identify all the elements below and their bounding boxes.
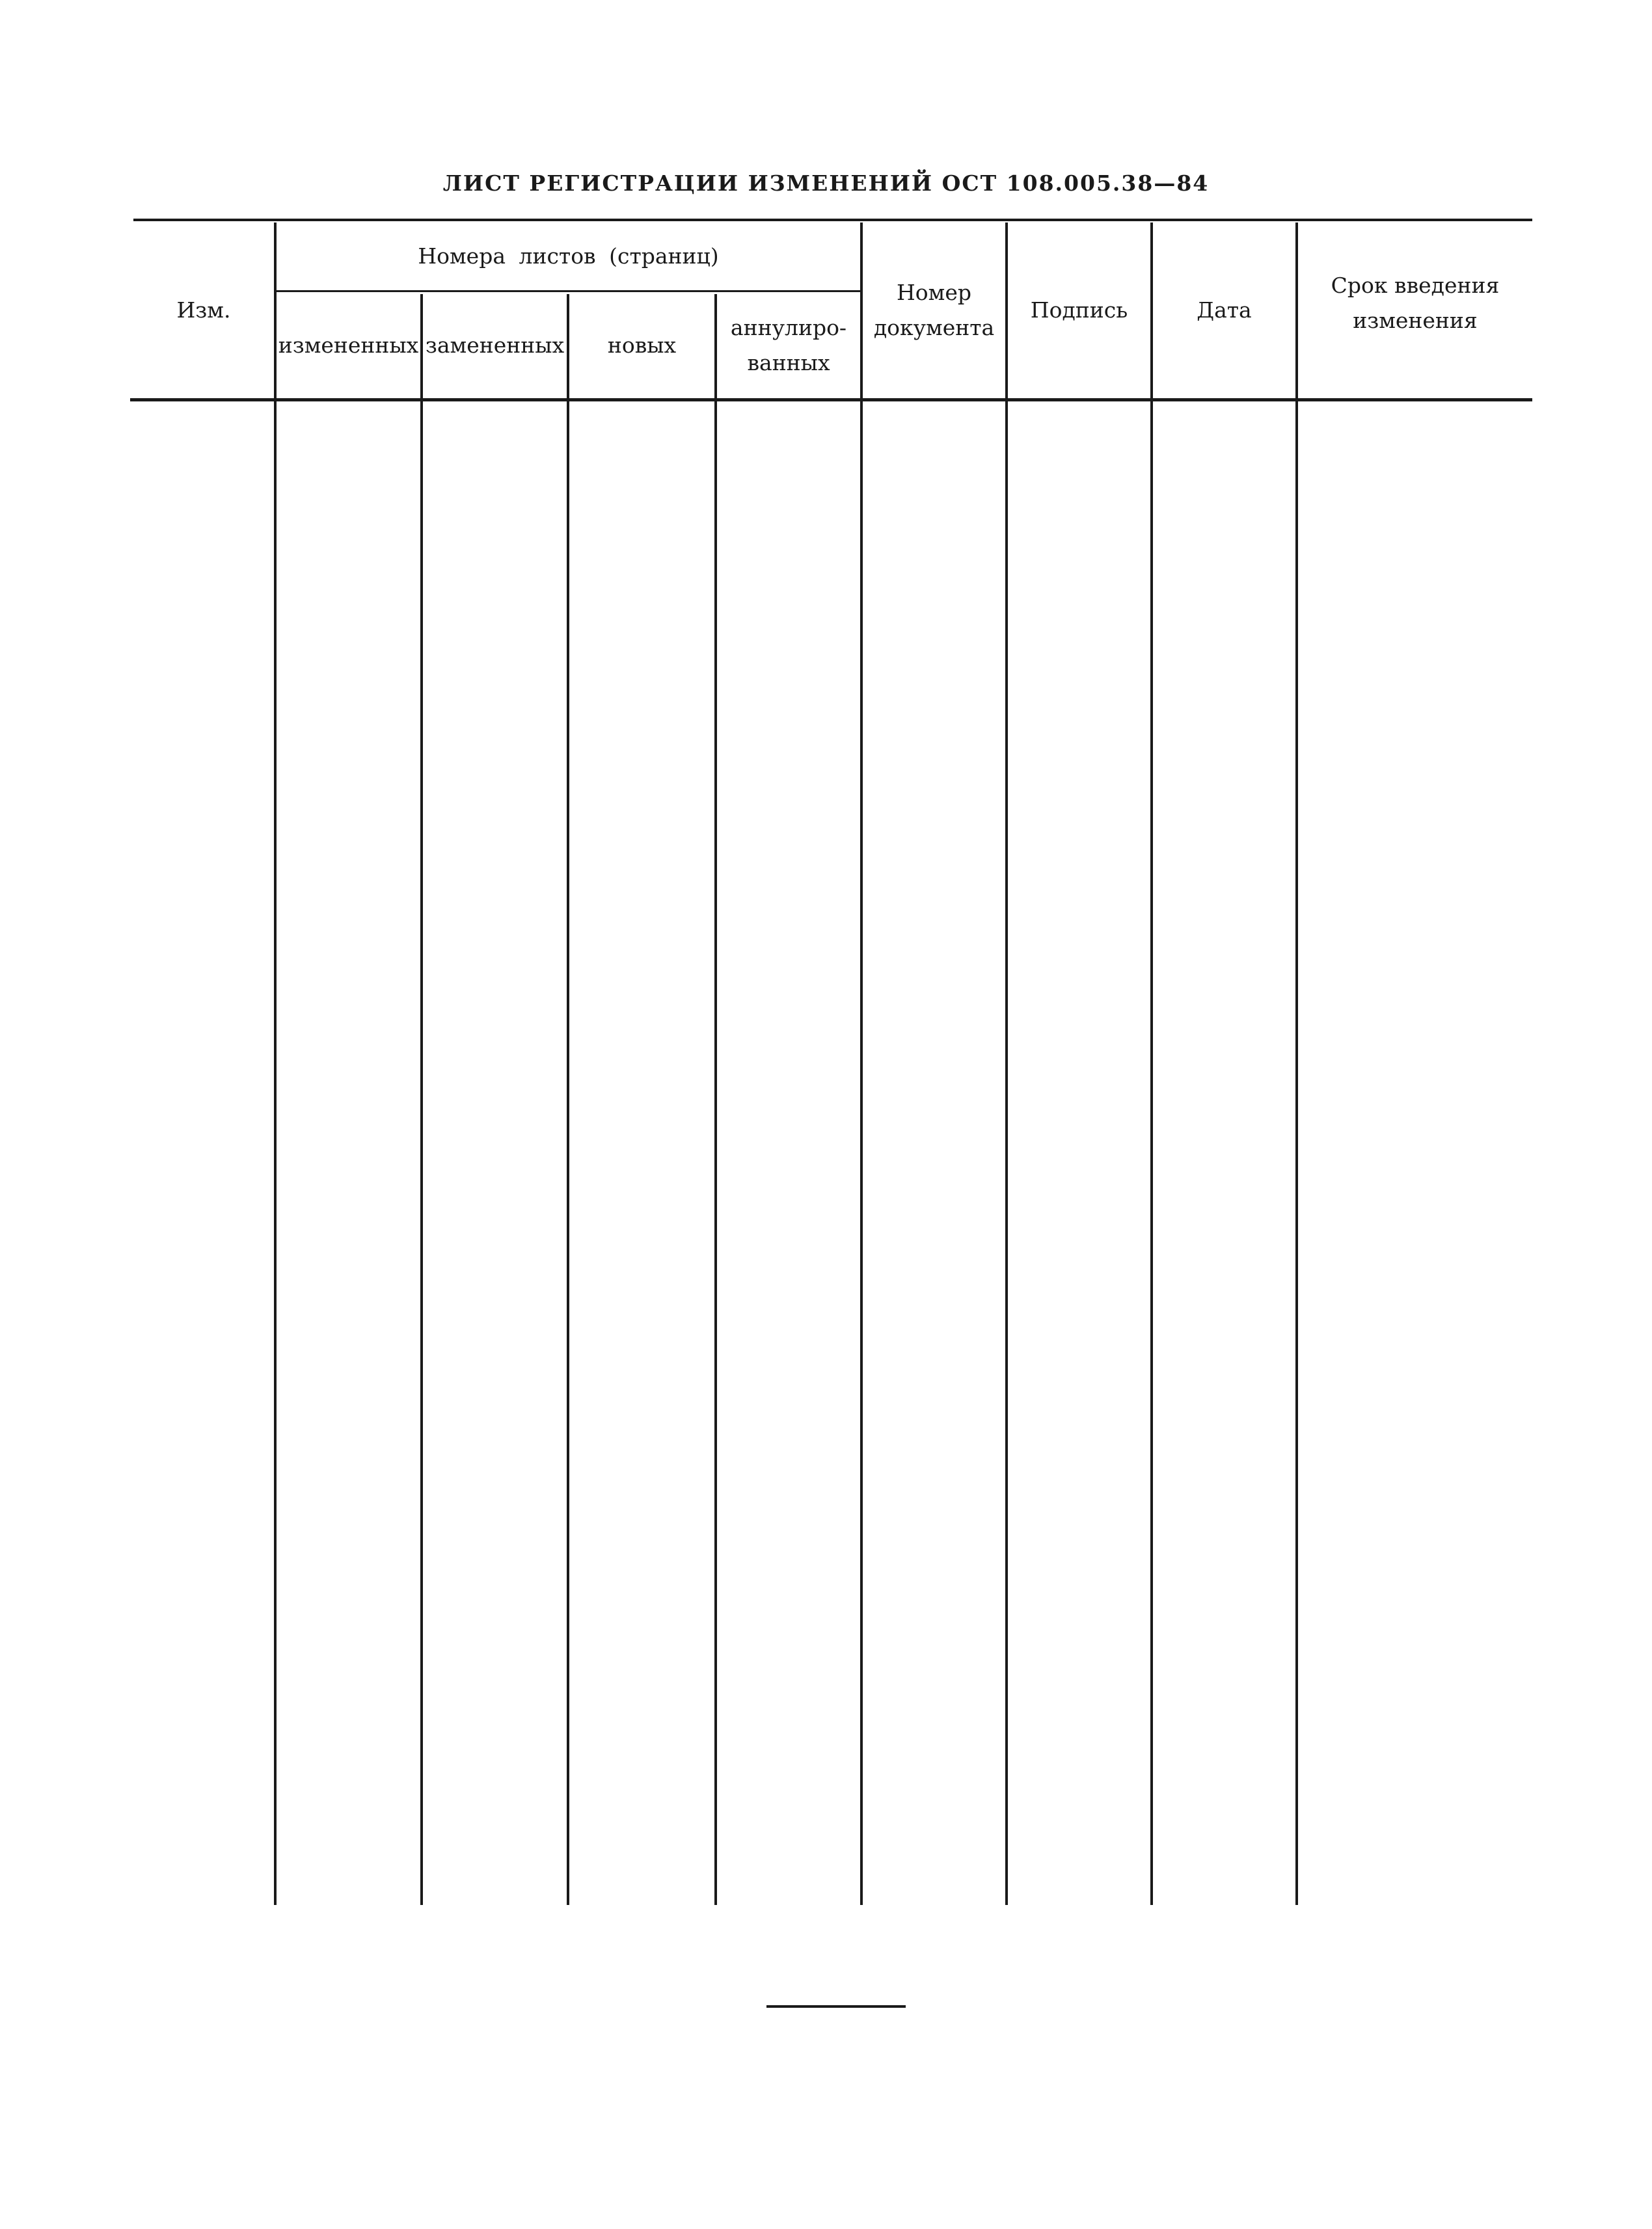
header-replaced: замененных xyxy=(425,332,565,358)
footer-separator xyxy=(766,2005,906,2008)
table-body xyxy=(133,401,1532,1905)
header-changed: измененных xyxy=(278,332,419,358)
header-sheet-numbers: Номера листов (страниц) xyxy=(418,243,719,269)
header-new: новых xyxy=(607,332,677,358)
header-doc-number: Номер документа xyxy=(873,280,995,340)
page-title: ЛИСТ РЕГИСТРАЦИИ ИЗМЕНЕНИЙ ОСТ 108.005.38—84 xyxy=(442,170,1210,196)
table-top-rule xyxy=(133,219,1532,221)
header-signature: Подпись xyxy=(1030,297,1128,323)
header-izm: Изм. xyxy=(176,297,231,323)
header-deadline: Срок введения изменения xyxy=(1331,273,1500,333)
header-date: Дата xyxy=(1197,297,1252,323)
header-annulled: аннулиро- ванных xyxy=(730,314,847,375)
